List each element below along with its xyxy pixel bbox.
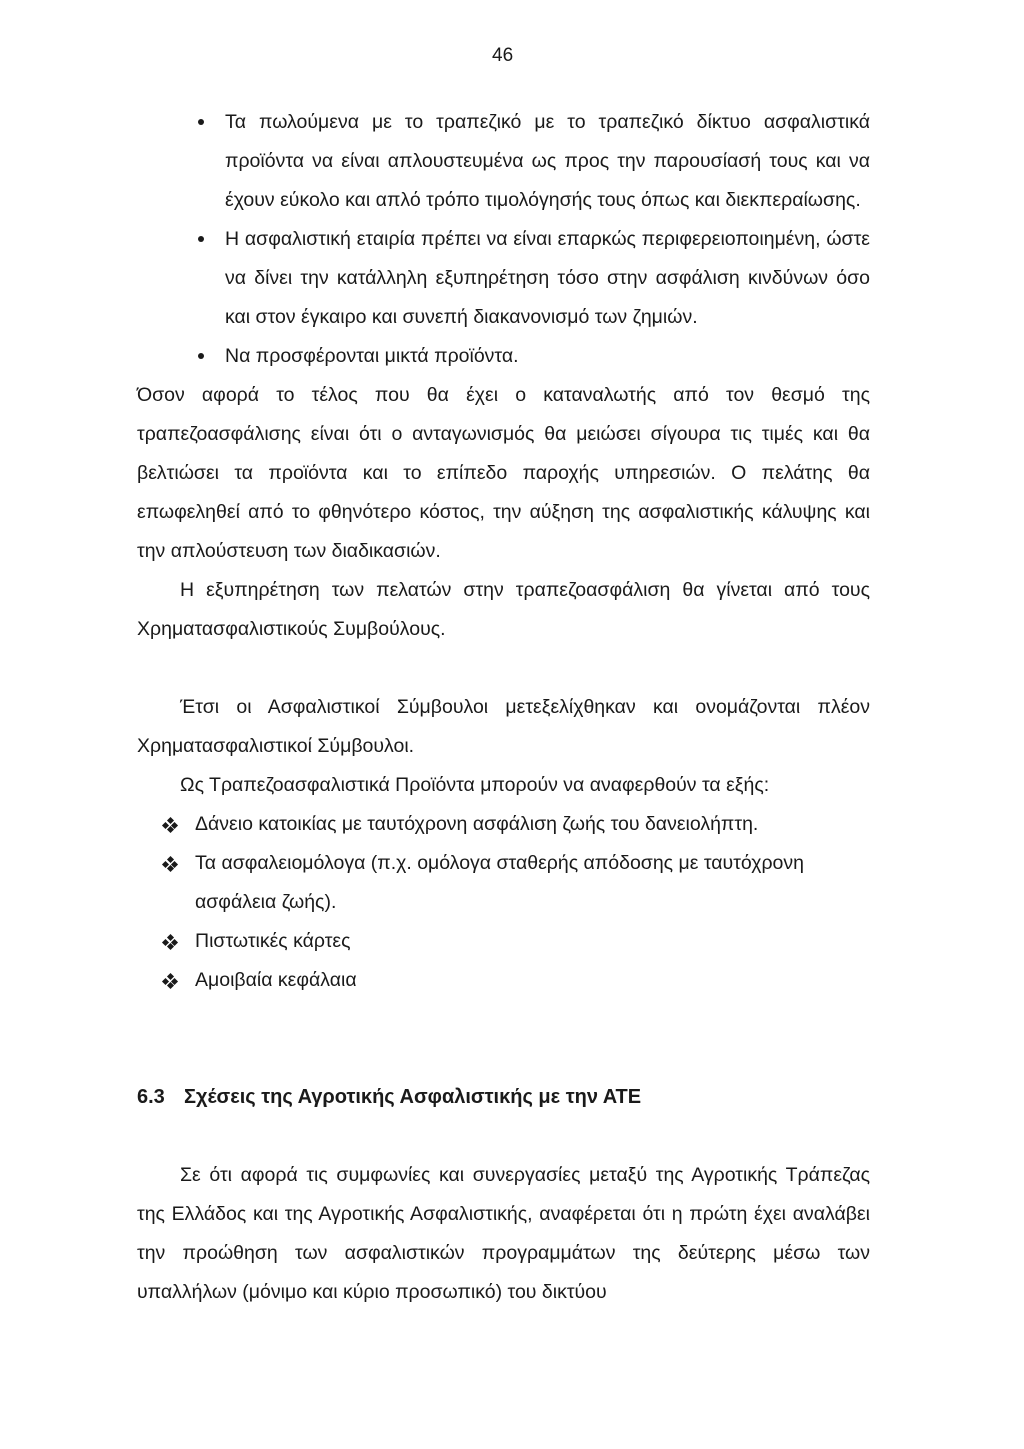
diamond-bullet-icon [163,857,177,871]
list-item-text: Τα πωλούμενα με το τραπεζικό με το τραπεζικό δίκτυο ασφαλιστικά προϊόντα να είναι απλουστευμένα ως προς την παρουσίασή τους και να έχουν εύκολο και απλό τρόπο τιμολόγησής τους όπως και διεκπεραίωσης. [225,111,870,211]
list-item-text: Πιστωτικές κάρτες [195,930,351,952]
list-item [195,961,870,1000]
products-list [137,805,870,1000]
page-content [137,103,870,1312]
list-item [195,922,870,961]
requirements-bullet-list [137,103,870,376]
section-heading [137,1078,870,1117]
list-item-text: Δάνειο κατοικίας με ταυτόχρονη ασφάλιση ζωής του δανειολήπτη. [195,813,759,835]
diamond-bullet-icon [163,974,177,988]
list-item-text: Να προσφέρονται μικτά προϊόντα. [225,345,519,367]
paragraph-service: Η εξυπηρέτηση των πελατών στην τραπεζοασφάλιση θα γίνεται από τους Χρηματασφαλιστικούς Συμβούλους. [137,579,870,640]
list-item [225,337,870,376]
list-item [225,220,870,337]
paragraph-advisors: Έτσι οι Ασφαλιστικοί Σύμβουλοι μετεξελίχθηκαν και ονομάζονται πλέον Χρηματασφαλιστικοί Σύμβουλοι. [137,696,870,757]
list-item-text: Η ασφαλιστική εταιρία πρέπει να είναι επαρκώς περιφερειοποιημένη, ώστε να δίνει την κατάλληλη εξυπηρέτηση τόσο στην ασφάλιση κινδύνων όσο και στον έγκαιρο και συνεπή διακανονισμό των ζημιών. [225,228,870,328]
list-item [195,844,870,922]
diamond-bullet-icon [163,935,177,949]
bullet-icon [198,119,204,125]
section-title: Σχέσεις της Αγροτικής Ασφαλιστικής με την ΑΤΕ [184,1086,642,1108]
list-item [195,805,870,844]
bullet-icon [198,236,204,242]
bullet-icon [198,353,204,359]
page-number: 46 [492,45,514,66]
list-item-text: Τα ασφαλειομόλογα (π.χ. ομόλογα σταθερής απόδοσης με ταυτόχρονη ασφάλεια ζωής). [195,852,804,913]
section-number: 6.3 [137,1086,165,1108]
diamond-bullet-icon [163,818,177,832]
list-item-text: Αμοιβαία κεφάλαια [195,969,357,991]
paragraph-section-body: Σε ότι αφορά τις συμφωνίες και συνεργασίες μεταξύ της Αγροτικής Τράπεζας της Ελλάδος και της Αγροτικής Ασφαλιστικής, αναφέρεται ότι η πρώτη έχει αναλάβει την προώθηση των ασφαλιστικών προγραμμάτων της δεύτερης μέσω των υπαλλήλων (μόνιμο και κύριο προσωπικό) του δικτύου [137,1164,870,1303]
paragraph-cost: Όσον αφορά το τέλος που θα έχει ο καταναλωτής από τον θεσμό της τραπεζοασφάλισης είναι ότι ο ανταγωνισμός θα μειώσει σίγουρα τις τιμές και θα βελτιώσει τα προϊόντα και το επίπεδο παροχής υπηρεσιών. Ο πελάτης θα επωφεληθεί από το φθηνότερο κόστος, την αύξηση της ασφαλιστικής κάλυψης και την απλούστευση των διαδικασιών. [137,384,870,562]
paragraph-products-intro: Ως Τραπεζοασφαλιστικά Προϊόντα μπορούν να αναφερθούν τα εξής: [180,774,770,796]
list-item [225,103,870,220]
